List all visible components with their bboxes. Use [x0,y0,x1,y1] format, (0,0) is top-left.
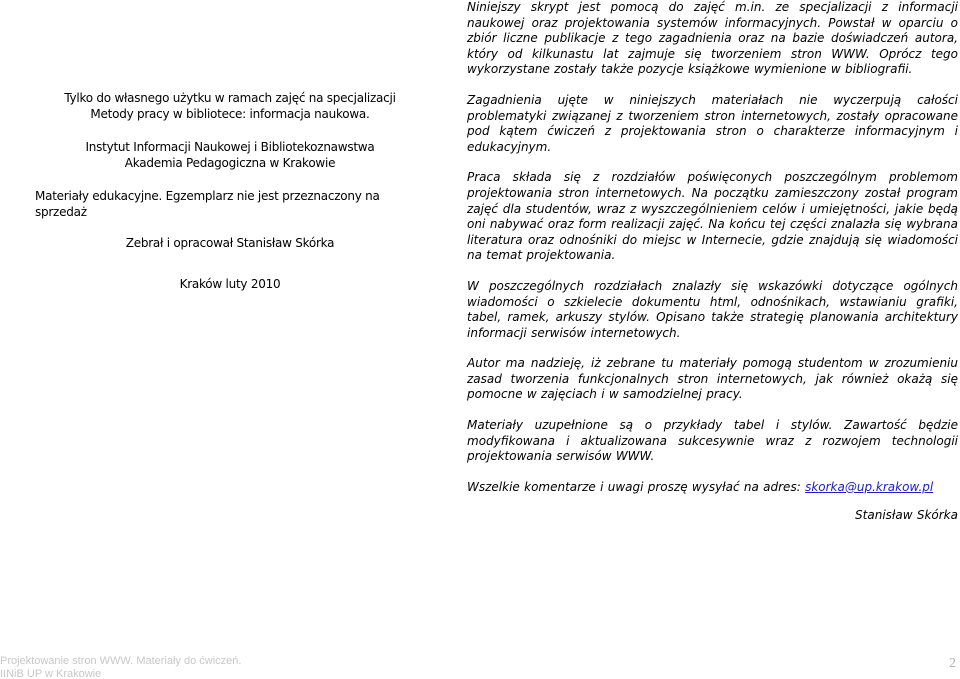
place-date: Kraków luty 2010 [179,277,281,291]
page-footer [0,655,241,679]
scope-paragraph: Zagadnienia ujęte w niniejszych materiałach nie wyczerpują całości problematyki związanej z tworzeniem stron internetowych, zostały opracowane pod kątem ćwiczeń z projektowania stron o charakterze informacyjnym i edukacyjnym. [467,92,958,154]
academy-name: Akademia Pedagogiczna w Krakowie [124,156,336,170]
materials-note: Materiały edukacyjne. Egzemplarz nie jest przeznaczony na sprzedaż [35,189,380,219]
left-column [30,90,430,292]
right-column [467,0,958,524]
author-signature: Stanisław Skórka [855,508,958,523]
footer-title: Projektowanie stron WWW. Materiały do ćwiczeń. [0,655,242,667]
footer-institution: IINiB UP w Krakowie [0,668,102,679]
institute-name: Instytut Informacji Naukowej i Bibliotekoznawstwa [85,140,375,154]
usage-note-line2: Metody pracy w bibliotece: informacja naukowa. [90,107,370,121]
contact-paragraph [467,480,958,496]
page-number: 2 [949,656,956,671]
structure-paragraph: Praca składa się z rozdziałów poświęconych poszczególnym problemom projektowania stron internetowych. Na początku zamieszczony został program zajęć dla studentów, wraz z wyszczególnieniem celów i umiejętności, jakie będą oni nabywać oraz form realizacji zajęć. Na końcu tej części znalazła się wybrana literatura oraz odnośniki do miejsc w Internecie, gdzie znajdują się wiadomości na temat projektowania. [467,170,958,263]
compiled-by: Zebrał i opracował Stanisław Skórka [125,236,335,250]
supplements-paragraph: Materiały uzupełnione są o przykłady tabel i stylów. Zawartość będzie modyfikowana i aktualizowana sukcesywnie wraz z rozwojem technologii projektowania serwisów WWW. [467,418,958,464]
hope-paragraph: Autor ma nadzieję, iż zebrane tu materiały pomogą studentom w zrozumieniu zasad tworzenia funkcjonalnych stron internetowych, jak również okażą się pomocne w zajęciach i w samodzielnej pracy. [467,356,958,402]
email-link[interactable]: skorka@up.krakow.pl [805,479,934,494]
chapters-paragraph: W poszczególnych rozdziałach znalazły się wskazówki dotyczące ogólnych wiadomości o szkielecie dokumentu html, odnośnikach, wstawianiu grafiki, tabel, ramek, arkuszy stylów. Opisano także strategię planowania architektury informacji serwisów internetowych. [467,278,958,340]
intro-paragraph [467,0,958,78]
contact-text: Wszelkie komentarze i uwagi proszę wysyłać na adres: [467,479,806,494]
intro-text: Niniejszy skrypt jest pomocą do zajęć m.in. ze specjalizacji z informacji naukowej oraz projektowania systemów informacyjnych. Powstał w oparciu o zbiór liczne publikacje z tego zagadnienia oraz na bazie doświadczeń autora, który od kilkunastu lat zajmuje się tworzeniem stron WWW. Oprócz tego wykorzystane zostały także pozycje książkowe wymienione w bibliografii. [467,0,958,77]
usage-note-line1: Tylko do własnego użytku w ramach zajęć na specjalizacji [64,91,396,105]
